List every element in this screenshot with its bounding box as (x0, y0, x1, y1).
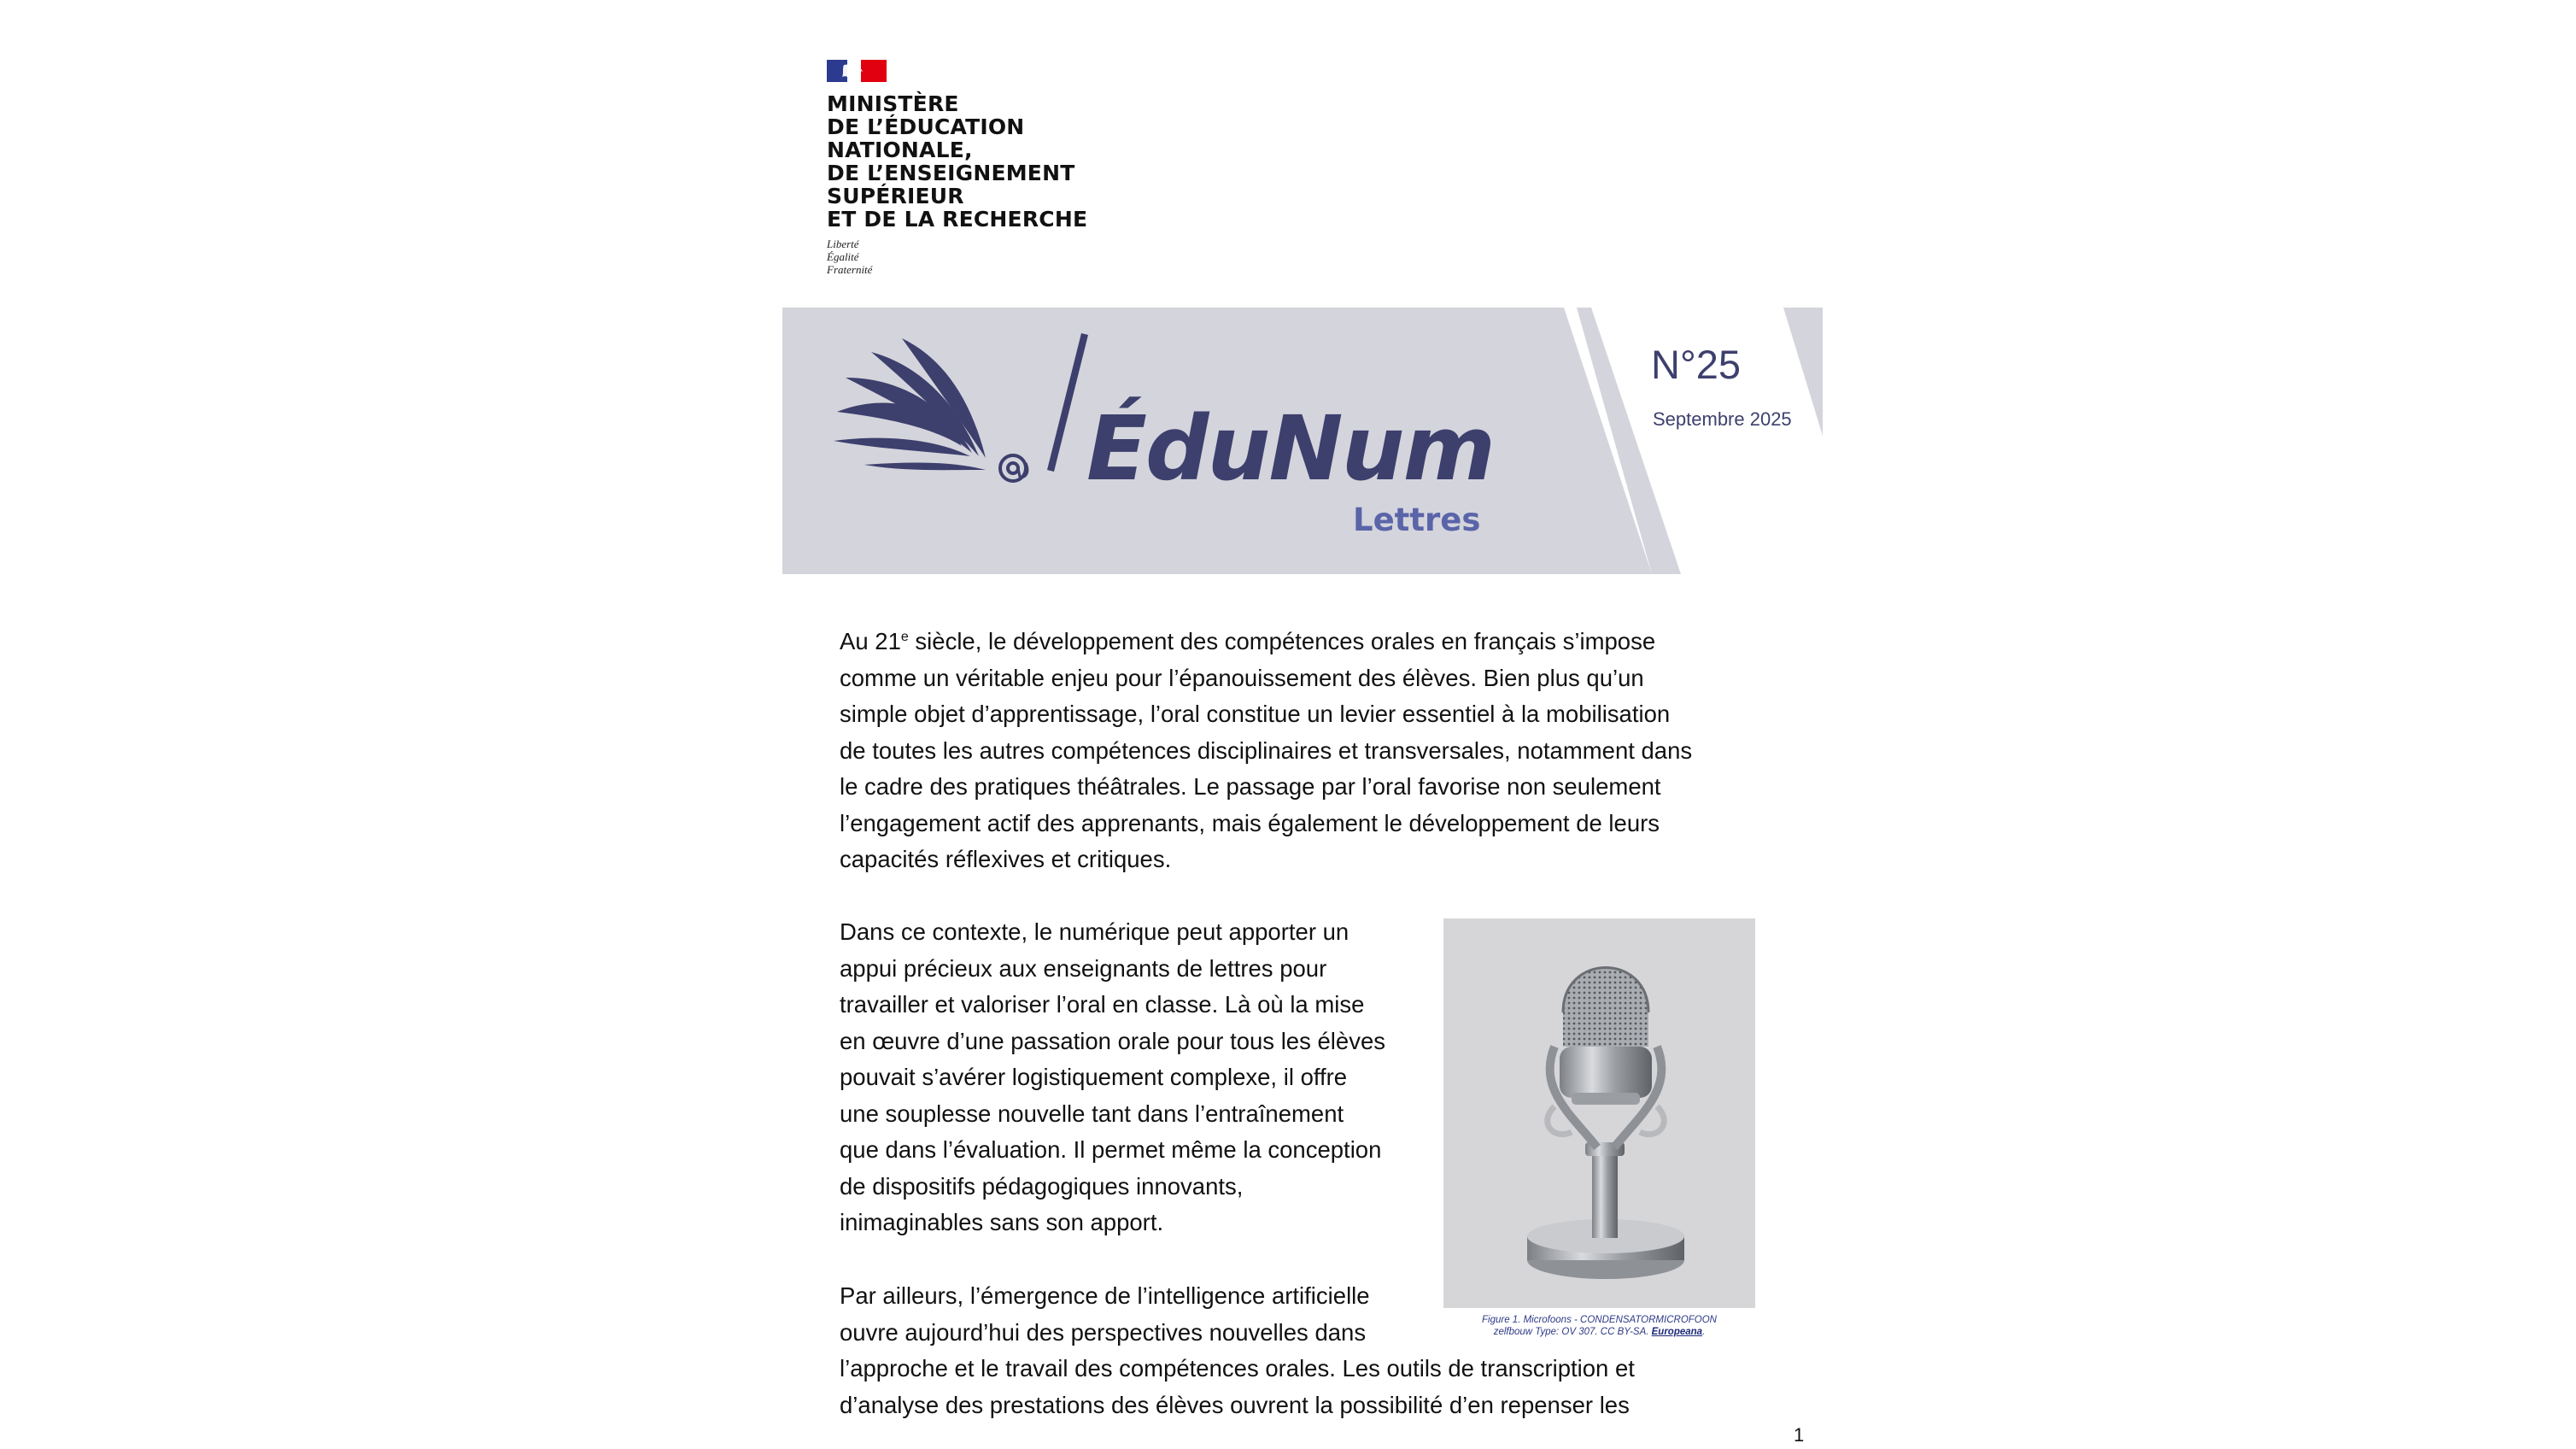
ministry-logo-block (827, 60, 1117, 276)
text-line: l’approche et le travail des compétences orales. Les outils de transcription et (840, 1355, 1635, 1382)
text-line: pouvait s’avérer logistiquement complexe, il offre (840, 1064, 1348, 1090)
text-line: capacités réflexives et critiques. (840, 846, 1172, 872)
page-number: 1 (1794, 1424, 1805, 1446)
text-line: ouvre aujourd’hui des perspectives nouvelles dans (840, 1318, 1367, 1346)
text-line: l’engagement actif des apprenants, mais également le développement de leurs (840, 809, 1660, 836)
brand-title: ÉduNum (1086, 396, 1494, 501)
ai-paragraph (840, 1278, 1779, 1423)
book-logo-icon (834, 333, 1115, 504)
ministry-line: ET DE LA RECHERCHE (827, 207, 1088, 232)
caption-line: Figure 1. Microfoons - CONDENSATORMICROFOON (1482, 1315, 1717, 1325)
text-line: de dispositifs pédagogiques innovants, (840, 1172, 1244, 1200)
issue-number: N°25 (1651, 342, 1742, 387)
text-line: en œuvre d’une passation orale pour tous les élèves (840, 1027, 1385, 1054)
ministry-line: DE L’ÉDUCATION (827, 114, 1025, 139)
ministry-line: DE L’ENSEIGNEMENT (827, 161, 1075, 185)
motto-line: Fraternité (827, 263, 873, 276)
text-line: d’analyse des prestations des élèves ouvrent la possibilité d’en repenser les (840, 1391, 1630, 1418)
ministry-line: SUPÉRIEUR (827, 184, 964, 208)
text-line: appui précieux aux enseignants de lettres pour (840, 954, 1327, 982)
text-line: comme un véritable enjeu pour l’épanouissement des élèves. Bien plus qu’un (840, 664, 1644, 691)
ministry-name (827, 92, 1117, 231)
superscript: e (900, 629, 909, 644)
motto-line: Liberté (827, 238, 859, 250)
text-line: inimaginables sans son apport. (840, 1209, 1164, 1235)
text-line: simple objet d’apprentissage, l’oral constitue un levier essentiel à la mobilisation (840, 701, 1671, 727)
text-line: Par ailleurs, l’émergence de l’intelligence artificielle (840, 1282, 1370, 1309)
text-line: Dans ce contexte, le numérique peut apporter un (840, 918, 1349, 945)
marianne-flag-icon (827, 60, 887, 82)
brand-subtitle: Lettres (1353, 502, 1481, 538)
caption-text: . (1702, 1327, 1706, 1337)
issue-date: Septembre 2025 (1653, 408, 1792, 430)
ministry-line: NATIONALE, (827, 138, 973, 162)
text-fragment: siècle, le développement des compétences orales en français s’impose (908, 628, 1656, 654)
motto-line: Égalité (827, 250, 859, 263)
europeana-link[interactable]: Europeana (1651, 1327, 1703, 1337)
text-line: de toutes les autres compétences disciplinaires et transversales, notamment dans (840, 736, 1693, 764)
microphone-icon (1443, 918, 1755, 1308)
context-paragraph (840, 914, 1437, 1241)
text-line: une souplesse nouvelle tant dans l’entraînement (840, 1100, 1344, 1127)
text-line: le cadre des pratiques théâtrales. Le passage par l’oral favorise non seulement (840, 773, 1661, 800)
caption-text: zelfbouw Type: OV 307. CC BY-SA. (1493, 1327, 1649, 1337)
text-line (840, 624, 1779, 660)
microphone-photo (1443, 918, 1755, 1308)
ministry-motto (827, 238, 1117, 276)
ministry-line: MINISTÈRE (827, 91, 959, 116)
text-fragment: Au 21 (840, 628, 901, 654)
text-line: que dans l’évaluation. Il permet même la conception (840, 1136, 1382, 1163)
text-line: travailler et valoriser l’oral en classe. Là où la mise (840, 991, 1365, 1018)
intro-paragraph (840, 624, 1779, 878)
